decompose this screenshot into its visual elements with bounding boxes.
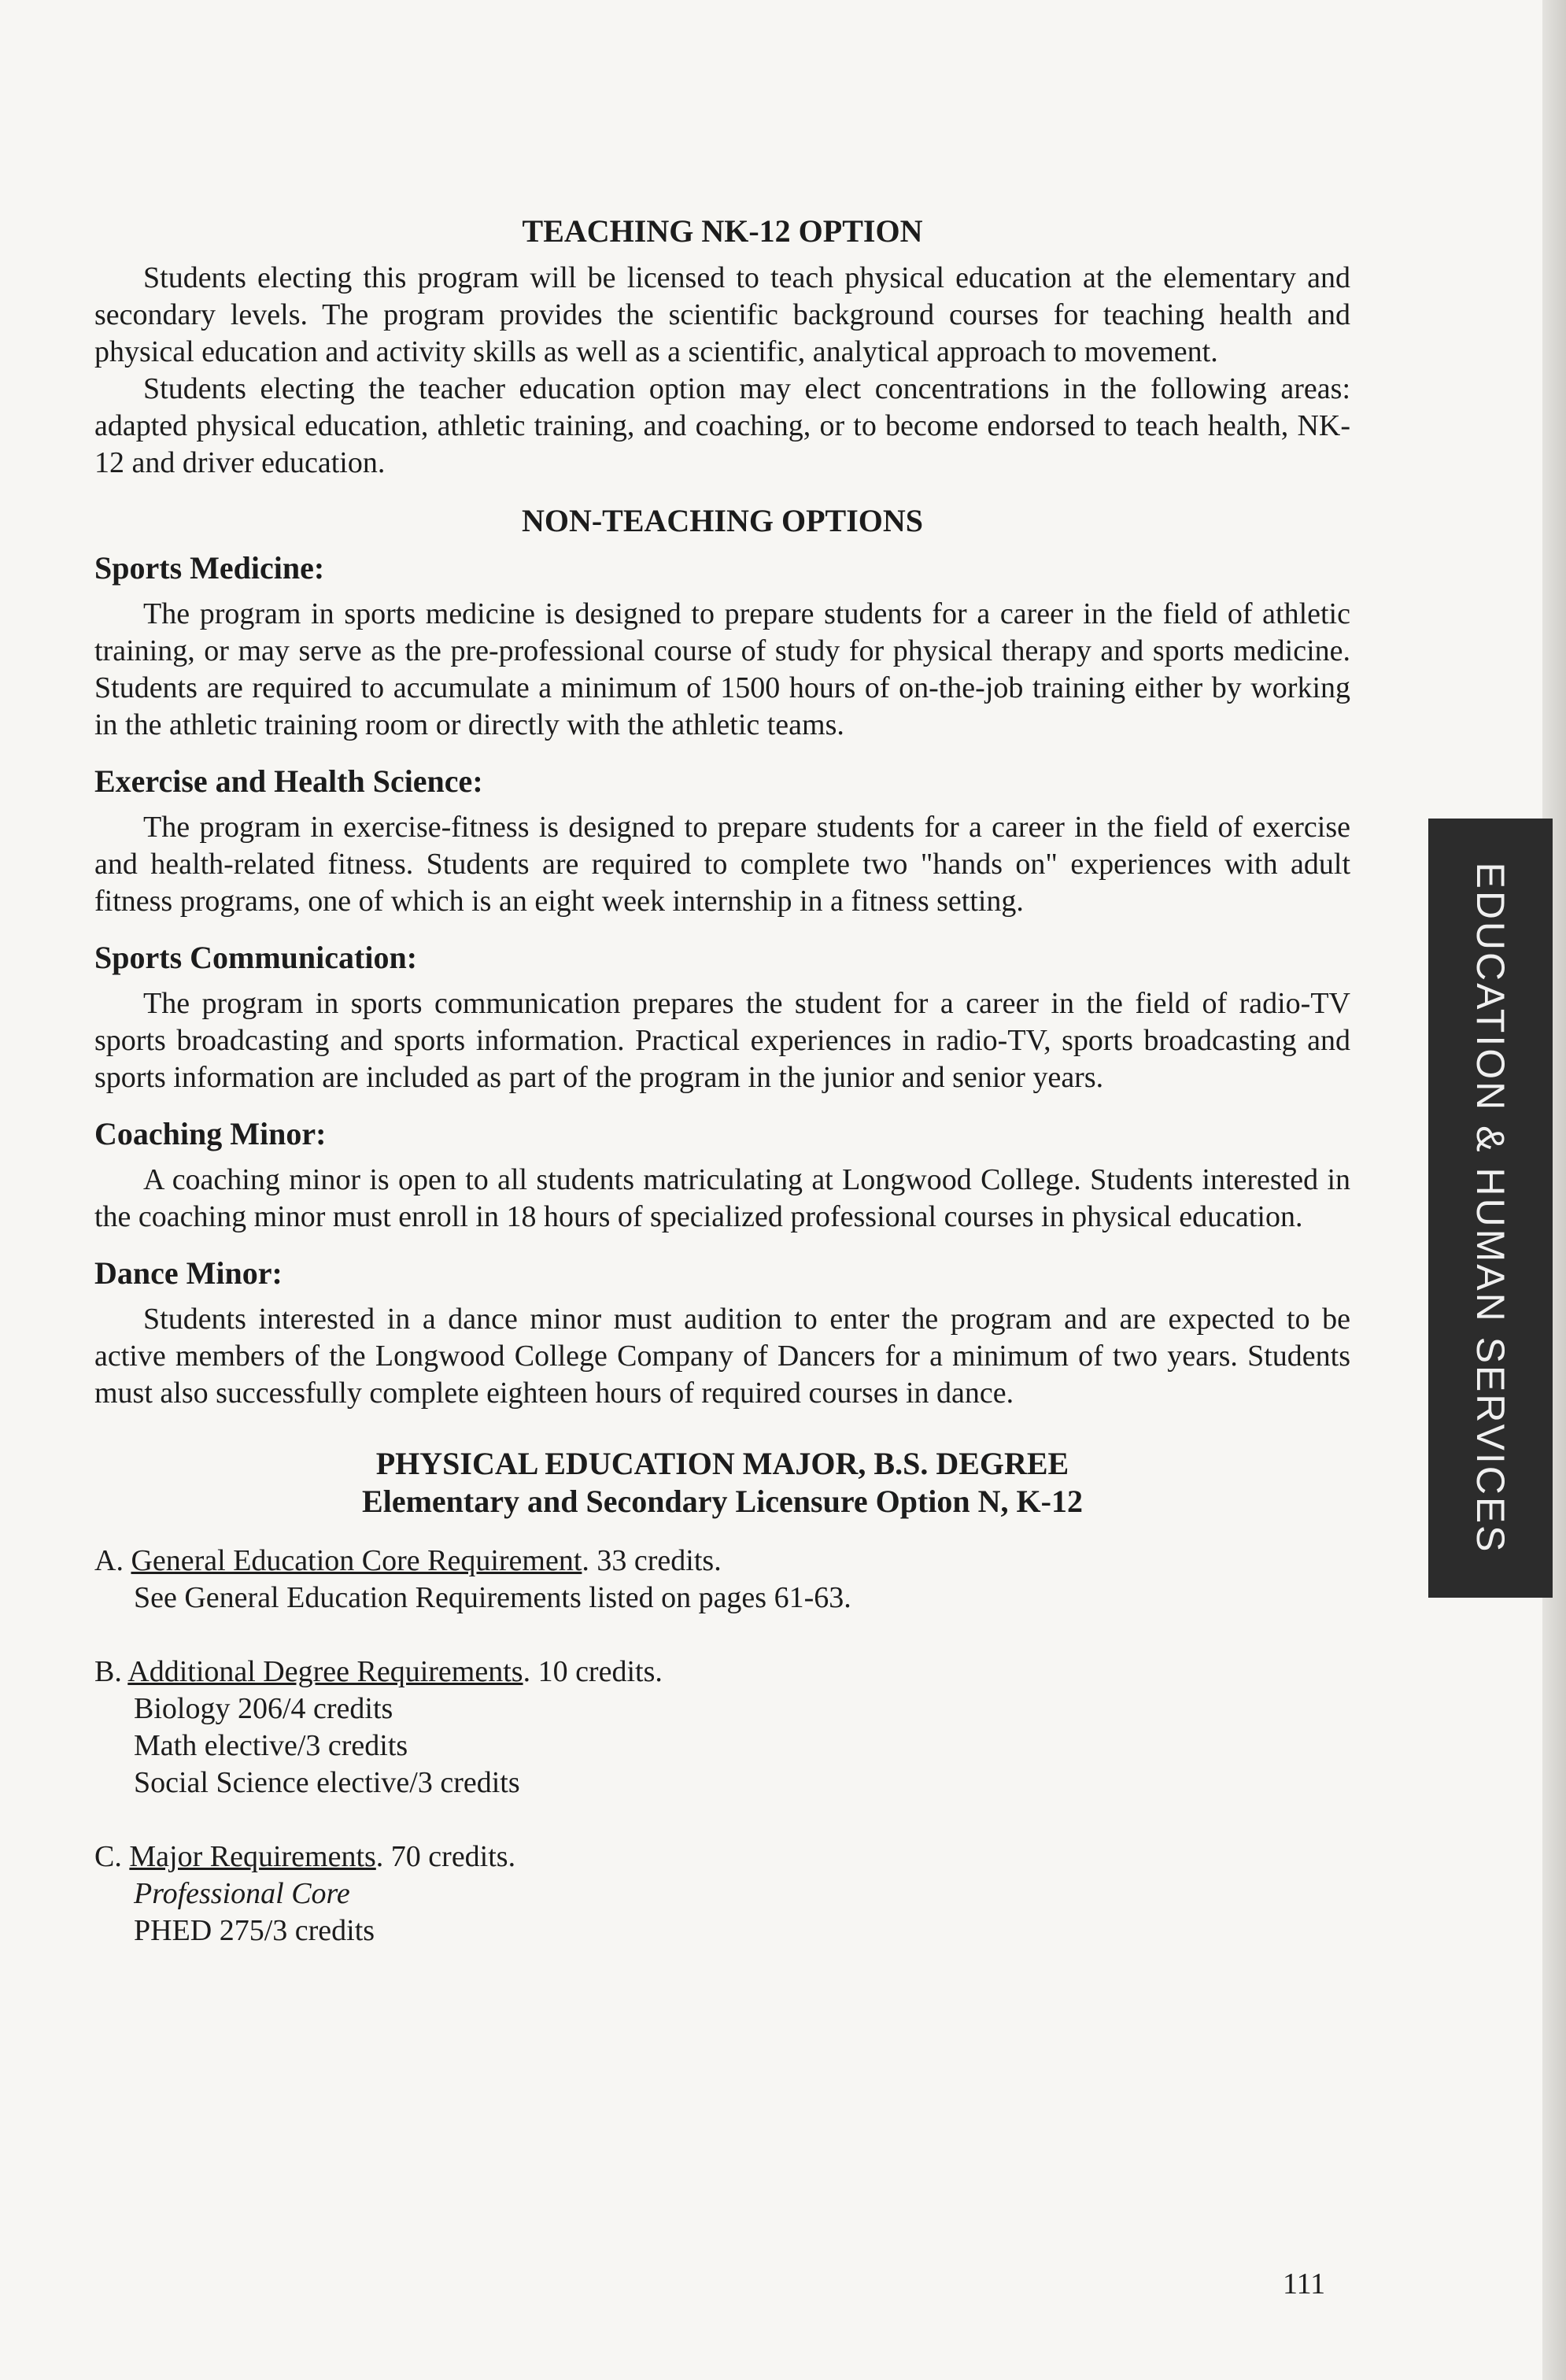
page-content (94, 213, 1350, 1949)
dance-minor-heading: Dance Minor: (94, 1255, 283, 1291)
requirement-b-credits: . 10 credits. (523, 1655, 663, 1688)
requirement-a-letter: A. (94, 1544, 124, 1577)
exercise-health-heading: Exercise and Health Science: (94, 763, 483, 799)
requirement-b-line (94, 1654, 1350, 1691)
requirement-c-credits: . 70 credits. (375, 1840, 516, 1873)
requirement-b-letter: B. (94, 1655, 122, 1688)
requirement-a-label: General Education Core Requirement (131, 1544, 582, 1577)
sports-medicine-text: The program in sports medicine is designed to prepare students for a career in the field of athletic training, or may serve as the pre-professional course of study for physical therapy and sports medicine. Students are required to accumulate a minimum of 1500 hours of on-the-job training either by working in the athletic training room or directly with the athletic teams. (94, 597, 1350, 741)
requirement-c (94, 1839, 1350, 1949)
major-subtitle: Elementary and Secondary Licensure Option N, K-12 (362, 1484, 1083, 1519)
teaching-paragraph-1: Students electing this program will be licensed to teach physical education at the elementary and secondary levels. The program provides the scientific background courses for teaching health and physical education and activity skills as well as a scientific, analytical approach to movement. (94, 261, 1350, 368)
teaching-option-title: TEACHING NK-12 OPTION (522, 213, 923, 249)
sports-communication-heading: Sports Communication: (94, 940, 418, 975)
dance-minor-text: Students interested in a dance minor must audition to enter the program and are expected to be active members of the Longwood College Company of Dancers for a minimum of two years. Students must also successfully complete eighteen hours of required courses in dance. (94, 1303, 1350, 1410)
professional-core-label: Professional Core (134, 1877, 350, 1910)
requirement-b-item: Biology 206/4 credits (134, 1692, 393, 1725)
requirement-b-item: Math elective/3 credits (134, 1729, 408, 1762)
requirement-a-line (94, 1543, 1350, 1580)
requirement-a-note: See General Education Requirements listed on pages 61-63. (134, 1581, 851, 1614)
requirement-c-line (94, 1839, 1350, 1876)
requirement-b-item: Social Science elective/3 credits (134, 1766, 520, 1799)
requirement-c-item: PHED 275/3 credits (134, 1914, 375, 1947)
requirement-a-credits: . 33 credits. (582, 1544, 722, 1577)
teaching-paragraph-2: Students electing the teacher education option may elect concentrations in the following areas: adapted physical education, athletic training, and coaching, or to become endorsed to teach health, NK-12 and driver education. (94, 372, 1350, 479)
sports-medicine-heading: Sports Medicine: (94, 550, 325, 586)
major-title: PHYSICAL EDUCATION MAJOR, B.S. DEGREE (375, 1446, 1069, 1481)
exercise-health-text: The program in exercise-fitness is designed to prepare students for a career in the field of exercise and health-related fitness. Students are required to complete two "hands on" experiences with adult fitness programs, one of which is an eight week internship in a fitness setting. (94, 811, 1350, 918)
coaching-minor-heading: Coaching Minor: (94, 1116, 327, 1151)
section-side-tab (1428, 819, 1553, 1598)
requirement-b (94, 1654, 1350, 1802)
section-side-tab-label: EDUCATION & HUMAN SERVICES (1468, 862, 1512, 1554)
non-teaching-title: NON-TEACHING OPTIONS (521, 503, 924, 538)
requirement-a (94, 1543, 1350, 1617)
coaching-minor-text: A coaching minor is open to all students matriculating at Longwood College. Students interested in the coaching minor must enroll in 18 hours of specialized professional courses in physical education. (94, 1163, 1350, 1233)
sports-communication-text: The program in sports communication prepares the student for a career in the field of radio-TV sports broadcasting and sports information. Practical experiences in radio-TV, sports broadcasting and sports information are included as part of the program in the junior and senior years. (94, 987, 1350, 1094)
requirement-b-label: Additional Degree Requirements (127, 1655, 523, 1688)
page-number: 111 (1283, 2267, 1326, 2301)
requirement-c-letter: C. (94, 1840, 122, 1873)
requirement-c-label: Major Requirements (129, 1840, 376, 1873)
